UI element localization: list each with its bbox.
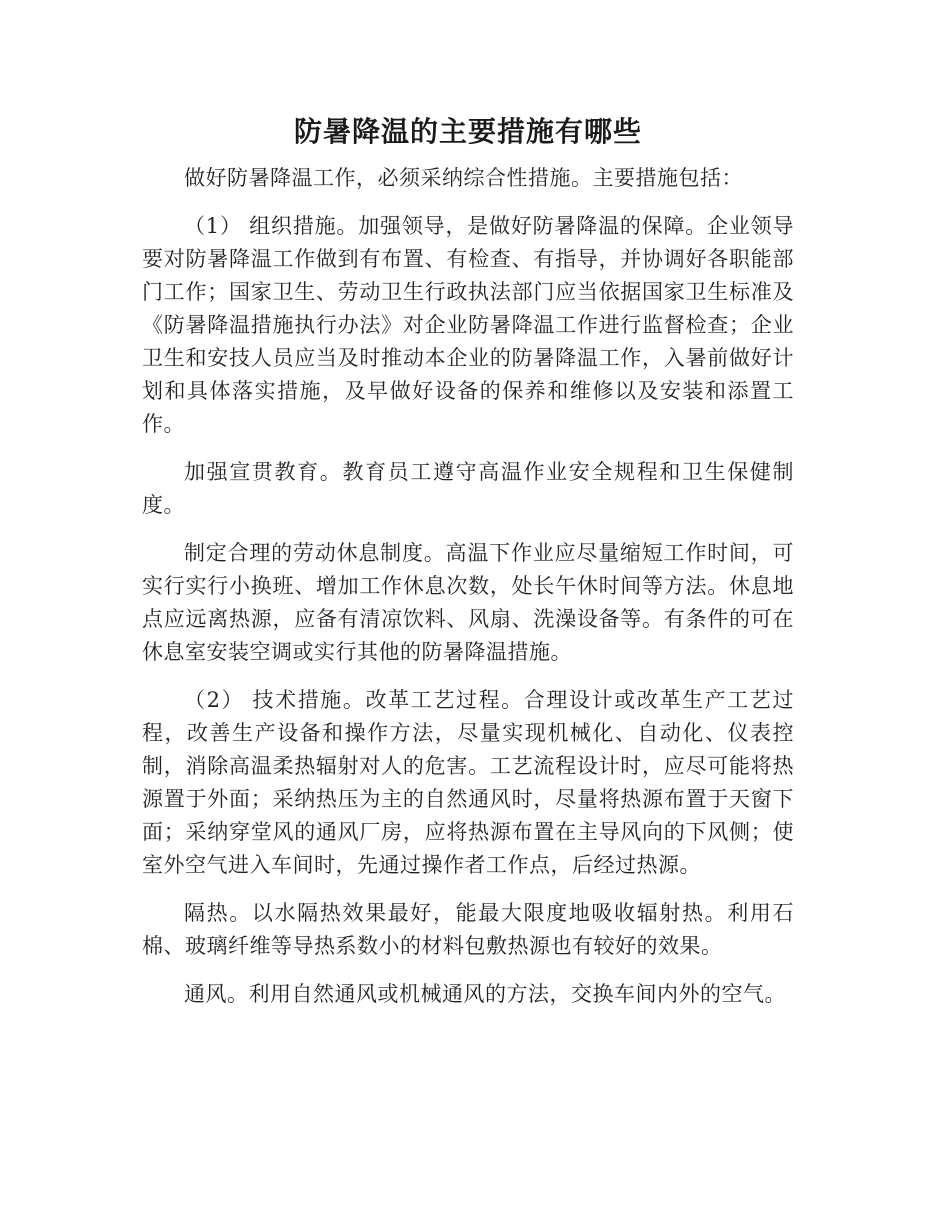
- paragraph-organizational-measures: （1） 组织措施。加强领导，是做好防暑降温的保障。企业领导要对防暑降温工作做到有布置、有检查、有指导，并协调好各职能部门工作；国家卫生、劳动卫生行政执法部门应当依据国家卫生标准及《防暑降温措施执行办法》对企业防暑降温工作进行监督检查；企业卫生和安技人员应当及时推动本企业的防暑降温工作，入暑前做好计划和具体落实措施，及早做好设备的保养和维修以及安装和添置工作。: [142, 214, 794, 436]
- paragraph-ventilation: 通风。利用自然通风或机械通风的方法，交换车间内外的空气。: [184, 982, 786, 1006]
- paragraph-education: 加强宣贯教育。教育员工遵守高温作业安全规程和卫生保健制度。: [142, 460, 794, 517]
- document-title: 防暑降温的主要措施有哪些: [293, 115, 642, 148]
- paragraph-intro: 做好防暑降温工作，必须采纳综合性措施。主要措施包括：: [184, 166, 743, 190]
- paragraph-heat-insulation: 隔热。以水隔热效果最好，能最大限度地吸收辐射热。利用石棉、玻璃纤维等导热系数小的材料包敷热源也有较好的效果。: [142, 901, 794, 958]
- paragraph-rest-schedule: 制定合理的劳动休息制度。高温下作业应尽量缩短工作时间，可实行实行小换班、增加工作休息次数，处长午休时间等方法。休息地点应远离热源，应备有清凉饮料、风扇、洗澡设备等。有条件的可在休息室安装空调或实行其他的防暑降温措施。: [142, 541, 794, 664]
- paragraph-technical-measures: （2） 技术措施。改革工艺过程。合理设计或改革生产工艺过程，改善生产设备和操作方法，尽量实现机械化、自动化、仪表控制，消除高温柔热辐射对人的危害。工艺流程设计时，应尽可能将热源置于外面；采纳热压为主的自然通风时，尽量将热源布置于天窗下面；采纳穿堂风的通风厂房，应将热源布置在主导风向的下风侧；使室外空气进入车间时，先通过操作者工作点，后经过热源。: [142, 688, 794, 877]
- document-page: [142, 112, 794, 1011]
